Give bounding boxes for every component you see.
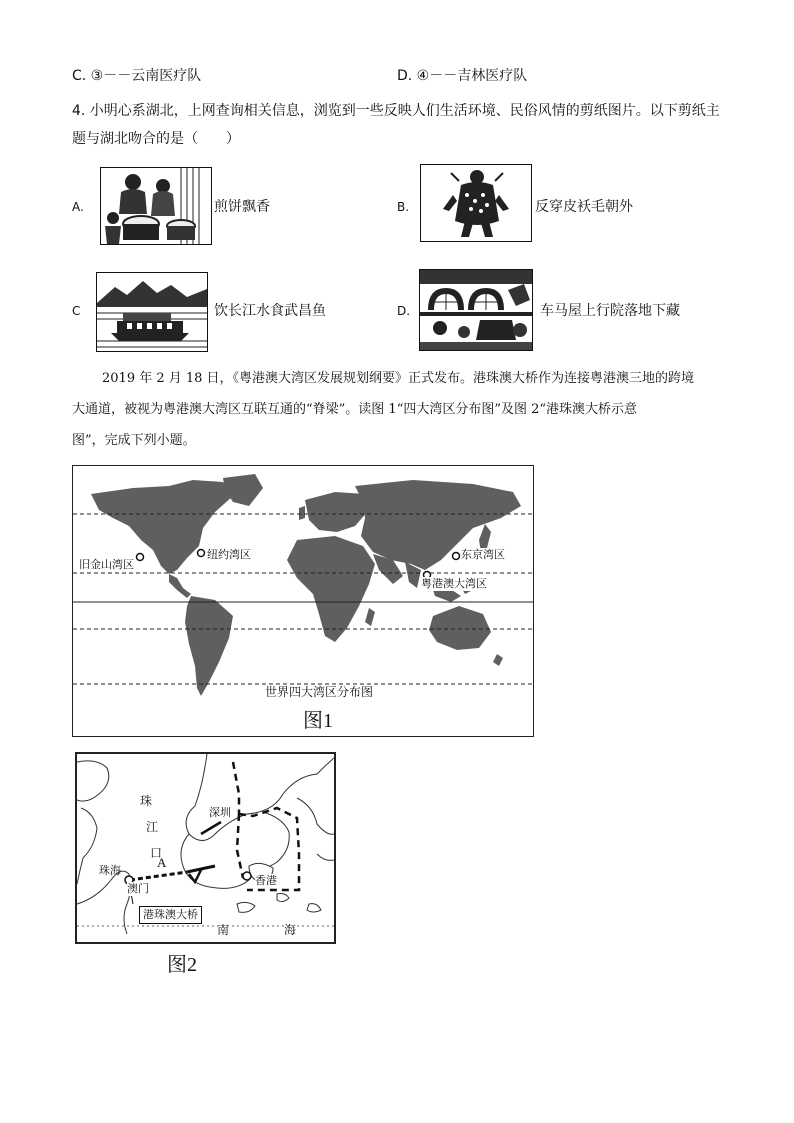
option-d-letter: D. [397, 304, 411, 318]
option-d-text: 车马屋上行院落地下藏 [540, 303, 680, 319]
passage-line3: 图”，完成下列小题。 [72, 433, 196, 448]
figure1-world-map [72, 465, 534, 737]
option-a-text: 煎饼飘香 [214, 199, 270, 215]
label-guangdong-hk-macao-bay: 粤港澳大湾区 [421, 577, 487, 590]
papercut-drummers-image [100, 167, 212, 245]
label-pearl-river-3: 口 [150, 846, 163, 860]
option-c: C. ③－－云南医疗队 [72, 68, 202, 84]
label-macao: 澳门 [127, 882, 149, 895]
label-bridge: 港珠澳大桥 [139, 906, 202, 924]
papercut-fur-coat-image [420, 164, 532, 242]
figure1-caption: 世界四大湾区分布图 [265, 685, 374, 699]
label-zhuhai: 珠海 [99, 864, 121, 877]
label-san-francisco-bay: 旧金山湾区 [79, 558, 134, 571]
papercut-river-boat-image [96, 272, 208, 352]
label-hong-kong: 香港 [255, 874, 277, 887]
question4-stem-line1: 4. 小明心系湖北，上网查询相关信息，浏览到一些反映人们生活环境、民俗风情的剪纸图片。以下剪纸主 [72, 103, 720, 119]
label-shenzhen: 深圳 [209, 806, 231, 819]
option-b-letter: B. [397, 200, 410, 214]
question4-stem-line2: 题与湖北吻合的是（ ） [72, 131, 240, 147]
option-b-text: 反穿皮袄毛朝外 [535, 199, 633, 215]
label-pearl-river-1: 珠 [140, 794, 153, 808]
figure2-label: 图2 [167, 954, 197, 976]
option-c-letter: C [72, 304, 81, 318]
label-sea: 海 [284, 923, 297, 937]
option-c-text: 饮长江水食武昌鱼 [214, 303, 326, 319]
passage-line2: 大通道，被视为粤港澳大湾区互联互通的“脊梁”。读图 1“四大湾区分布图”及图 2“港珠澳大桥示意 [72, 402, 638, 417]
figure1-label: 图1 [303, 710, 333, 732]
label-pearl-river-2: 江 [146, 820, 159, 834]
label-new-york-bay: 纽约湾区 [207, 548, 251, 561]
passage-line1: 2019 年 2 月 18 日，《粤港澳大湾区发展规划纲要》正式发布。港珠澳大桥作为连接粤港澳三地的跨境 [102, 371, 695, 386]
figure2-bridge-map [75, 752, 336, 944]
label-south: 南 [217, 923, 230, 937]
label-point-a: A [157, 855, 167, 870]
papercut-cave-dwelling-image [419, 269, 533, 351]
label-tokyo-bay: 东京湾区 [461, 548, 505, 561]
option-d: D. ④－－吉林医疗队 [397, 68, 528, 84]
option-a-letter: A. [72, 200, 84, 214]
